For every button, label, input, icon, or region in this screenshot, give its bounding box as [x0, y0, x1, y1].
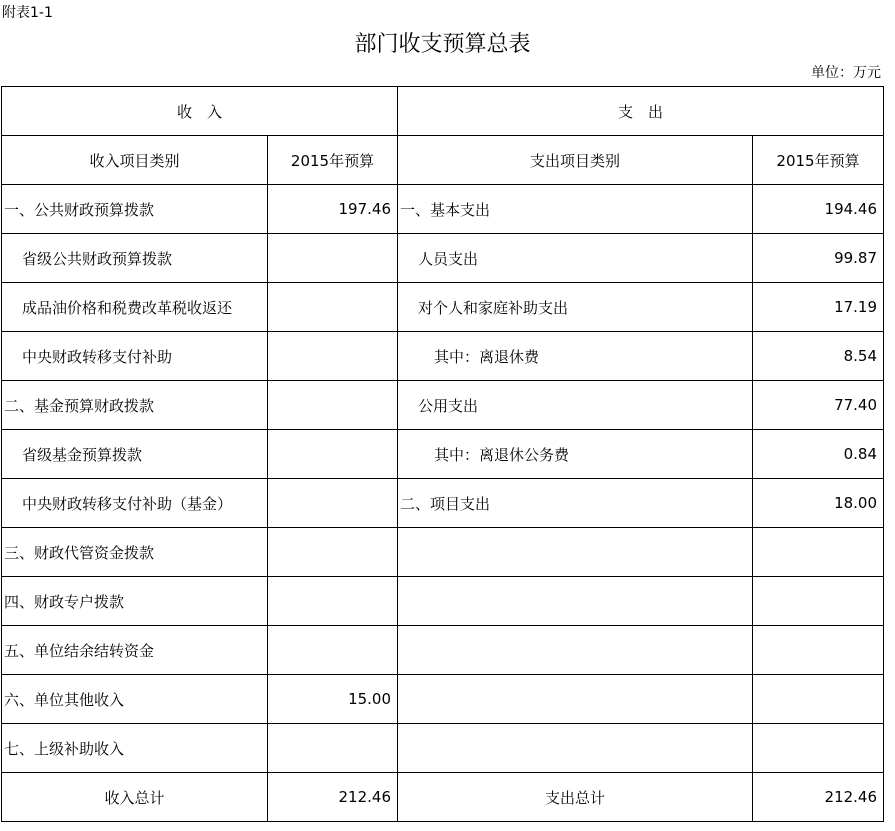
document-label: 附表1-1 — [2, 5, 53, 21]
expense-amount: 18.00 — [753, 479, 884, 528]
expense-amount — [753, 626, 884, 675]
table-row — [2, 185, 884, 234]
expense-budget-header: 2015年预算 — [753, 136, 884, 185]
expense-total-amount: 212.46 — [753, 773, 884, 822]
expense-item — [398, 577, 753, 626]
income-section-header: 收 入 — [2, 87, 398, 136]
expense-item: 二、项目支出 — [398, 479, 753, 528]
table-row — [2, 724, 884, 773]
expense-item — [398, 675, 753, 724]
totals-row — [2, 773, 884, 822]
income-amount — [268, 332, 398, 381]
expense-item — [398, 724, 753, 773]
income-item: 成品油价格和税费改革税收返还 — [2, 283, 268, 332]
income-item: 七、上级补助收入 — [2, 724, 268, 773]
income-amount — [268, 479, 398, 528]
income-item: 六、单位其他收入 — [2, 675, 268, 724]
income-amount — [268, 626, 398, 675]
expense-category-header: 支出项目类别 — [398, 136, 753, 185]
expense-section-header: 支 出 — [398, 87, 884, 136]
budget-summary-table — [1, 86, 884, 822]
income-item: 二、基金预算财政拨款 — [2, 381, 268, 430]
expense-item: 对个人和家庭补助支出 — [398, 283, 753, 332]
expense-amount: 17.19 — [753, 283, 884, 332]
expense-amount — [753, 724, 884, 773]
expense-item: 其中：离退休公务费 — [398, 430, 753, 479]
income-total-amount: 212.46 — [268, 773, 398, 822]
expense-total-label: 支出总计 — [398, 773, 753, 822]
income-budget-header: 2015年预算 — [268, 136, 398, 185]
income-item: 中央财政转移支付补助（基金） — [2, 479, 268, 528]
income-item: 省级公共财政预算拨款 — [2, 234, 268, 283]
table-row — [2, 528, 884, 577]
income-amount — [268, 724, 398, 773]
expense-amount — [753, 577, 884, 626]
income-amount — [268, 283, 398, 332]
income-total-label: 收入总计 — [2, 773, 268, 822]
expense-amount: 8.54 — [753, 332, 884, 381]
table-row — [2, 577, 884, 626]
income-amount — [268, 430, 398, 479]
income-amount — [268, 577, 398, 626]
income-item: 五、单位结余结转资金 — [2, 626, 268, 675]
expense-amount — [753, 675, 884, 724]
table-row — [2, 626, 884, 675]
income-amount — [268, 381, 398, 430]
expense-item: 一、基本支出 — [398, 185, 753, 234]
income-amount: 197.46 — [268, 185, 398, 234]
table-row — [2, 283, 884, 332]
income-amount: 15.00 — [268, 675, 398, 724]
income-item: 一、公共财政预算拨款 — [2, 185, 268, 234]
document-title: 部门收支预算总表 — [354, 32, 531, 57]
income-item: 中央财政转移支付补助 — [2, 332, 268, 381]
table-row — [2, 430, 884, 479]
income-amount — [268, 234, 398, 283]
expense-item: 公用支出 — [398, 381, 753, 430]
income-item: 四、财政专户拨款 — [2, 577, 268, 626]
table-row — [2, 479, 884, 528]
table-row — [2, 332, 884, 381]
table-row — [2, 381, 884, 430]
expense-amount: 99.87 — [753, 234, 884, 283]
unit-label: 单位：万元 — [811, 65, 881, 81]
section-header-row — [2, 87, 884, 136]
expense-amount — [753, 528, 884, 577]
income-amount — [268, 528, 398, 577]
expense-item — [398, 528, 753, 577]
expense-item: 其中：离退休费 — [398, 332, 753, 381]
table-row — [2, 234, 884, 283]
table-row — [2, 675, 884, 724]
income-item: 三、财政代管资金拨款 — [2, 528, 268, 577]
income-item: 省级基金预算拨款 — [2, 430, 268, 479]
expense-item — [398, 626, 753, 675]
expense-amount: 77.40 — [753, 381, 884, 430]
column-header-row — [2, 136, 884, 185]
expense-item: 人员支出 — [398, 234, 753, 283]
expense-amount: 0.84 — [753, 430, 884, 479]
income-category-header: 收入项目类别 — [2, 136, 268, 185]
expense-amount: 194.46 — [753, 185, 884, 234]
